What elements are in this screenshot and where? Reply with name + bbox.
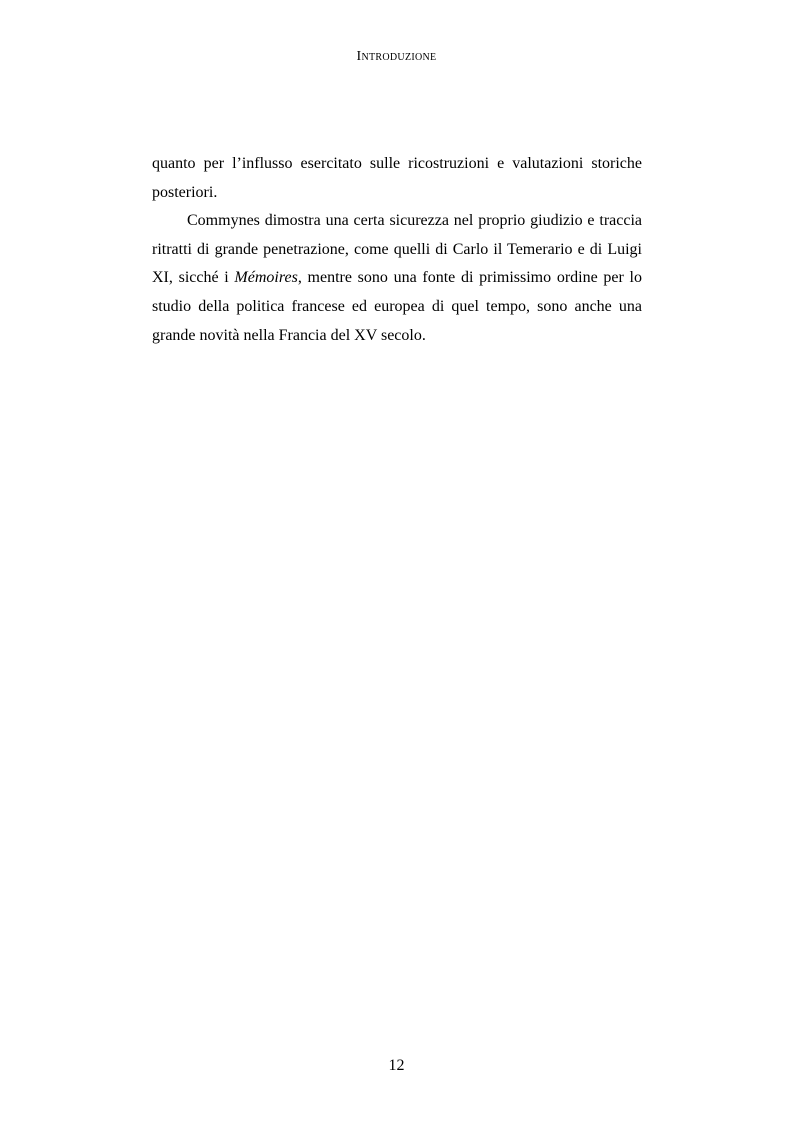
paragraph-commynes bbox=[152, 207, 642, 350]
italic-title-memoires: Mémoires bbox=[234, 269, 298, 287]
paragraph-text-start: Commynes dimostra una certa sicurezza nel proprio giudizio e traccia ritratti di grande penetrazione, come quelli di Carlo il Temerario e di Luigi XI, sicché i bbox=[152, 212, 642, 287]
paragraph-continuation: quanto per l’influsso esercitato sulle ricostruzioni e valutazioni storiche posteriori. bbox=[152, 155, 642, 201]
paragraph-text-end: , mentre sono una fonte di primissimo ordine per lo studio della politica francese ed europea di quel tempo, sono anche una grande novità nella Francia del XV secolo. bbox=[152, 269, 642, 344]
page-number: 12 bbox=[388, 1057, 405, 1074]
body-text bbox=[152, 150, 642, 350]
running-header: Introduzione bbox=[356, 49, 437, 64]
